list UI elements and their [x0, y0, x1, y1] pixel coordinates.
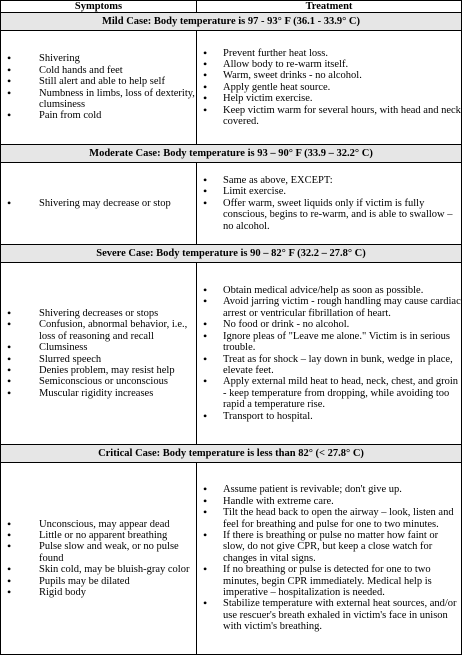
section-title-moderate: Moderate Case: Body temperature is 93 – 90° F (33.9 – 32.2° C)	[1, 145, 462, 163]
symptom-item: • Cold hands and feet	[1, 65, 196, 76]
treatment-item: • Ignore pleas of "Leave me alone." Victim is in serious trouble.	[197, 331, 461, 354]
symptom-item: • Unconscious, may appear dead	[1, 519, 196, 530]
treatment-list	[197, 285, 461, 422]
treatment-list	[197, 175, 461, 232]
treatment-item: • Allow body to re-warm itself.	[197, 59, 461, 70]
section-title-critical: Critical Case: Body temperature is less than 82° (< 27.8° C)	[1, 445, 462, 463]
treatment-item: • Apply gentle heat source.	[197, 82, 461, 93]
symptom-item: • Shivering decreases or stops	[1, 308, 196, 319]
symptom-item: • Shivering may decrease or stop	[1, 198, 196, 209]
symptom-list	[1, 519, 196, 599]
symptoms-cell	[1, 163, 197, 245]
column-header-row	[1, 1, 462, 13]
section-title-row	[1, 245, 462, 263]
symptom-list	[1, 308, 196, 399]
section-title-row	[1, 445, 462, 463]
treatment-column-header: Treatment	[197, 1, 462, 13]
treatment-item: • Warm, sweet drinks - no alcohol.	[197, 70, 461, 81]
symptom-list	[1, 53, 196, 121]
symptom-item: • Skin cold, may be bluish-gray color	[1, 564, 196, 575]
treatment-cell	[197, 263, 462, 445]
treatment-item: • Apply external mild heat to head, neck, chest, and groin - keep temperature from dropping, while avoiding too rapid a temperature rise.	[197, 376, 461, 410]
symptom-item: • Pupils may be dilated	[1, 576, 196, 587]
treatment-item: • Limit exercise.	[197, 186, 461, 197]
symptom-list	[1, 198, 196, 209]
symptom-item: • Still alert and able to help self	[1, 76, 196, 87]
treatment-list	[197, 48, 461, 128]
symptom-item: • Shivering	[1, 53, 196, 64]
treatment-item: • Keep victim warm for several hours, with head and neck covered.	[197, 105, 461, 128]
treatment-item: • Prevent further heat loss.	[197, 48, 461, 59]
symptom-item: • Confusion, abnormal behavior, i.e., loss of reasoning and recall	[1, 319, 196, 342]
treatment-item: • Avoid jarring victim - rough handling may cause cardiac arrest or ventricular fibrillation of heart.	[197, 296, 461, 319]
symptom-item: • Slurred speech	[1, 354, 196, 365]
treatment-item: • Obtain medical advice/help as soon as possible.	[197, 285, 461, 296]
symptom-item: • Clumsiness	[1, 342, 196, 353]
treatment-item: • Assume patient is revivable; don't give up.	[197, 484, 461, 495]
section-content-row	[1, 463, 462, 655]
section-title-row	[1, 145, 462, 163]
section-title-mild: Mild Case: Body temperature is 97 - 93° F (36.1 - 33.9° C)	[1, 13, 462, 31]
section-title-severe: Severe Case: Body temperature is 90 – 82° F (32.2 – 27.8° C)	[1, 245, 462, 263]
treatment-item: • Stabilize temperature with external heat sources, and/or use rescuer's breath exhaled in victim's face in unison with victim's breathing.	[197, 598, 461, 632]
treatment-item: • If no breathing or pulse is detected for one to two minutes, begin CPR immediately. Medical help is imperative – hospitalization is needed.	[197, 564, 461, 598]
symptoms-column-header: Symptoms	[1, 1, 197, 13]
symptom-item: • Little or no apparent breathing	[1, 530, 196, 541]
symptom-item: • Pulse slow and weak, or no pulse found	[1, 541, 196, 564]
treatment-item: • Handle with extreme care.	[197, 496, 461, 507]
treatment-cell	[197, 31, 462, 145]
treatment-item: • Tilt the head back to open the airway – look, listen and feel for breathing and pulse for one to two minutes.	[197, 507, 461, 530]
symptom-item: • Semiconscious or unconscious	[1, 376, 196, 387]
symptom-item: • Numbness in limbs, loss of dexterity, clumsiness	[1, 88, 196, 111]
treatment-list	[197, 484, 461, 632]
treatment-item: • Transport to hospital.	[197, 411, 461, 422]
section-content-row	[1, 31, 462, 145]
treatment-item: • Offer warm, sweet liquids only if victim is fully conscious, begins to re-warm, and is able to swallow – no alcohol.	[197, 198, 461, 232]
treatment-cell	[197, 463, 462, 655]
symptom-item: • Denies problem, may resist help	[1, 365, 196, 376]
symptom-item: • Rigid body	[1, 587, 196, 598]
treatment-item: • Help victim exercise.	[197, 93, 461, 104]
section-content-row	[1, 163, 462, 245]
section-title-row	[1, 13, 462, 31]
table-body	[1, 13, 462, 655]
symptom-item: • Muscular rigidity increases	[1, 388, 196, 399]
symptoms-cell	[1, 31, 197, 145]
symptoms-cell	[1, 463, 197, 655]
treatment-item: • If there is breathing or pulse no matter how faint or slow, do not give CPR, but keep a close watch for changes in vital signs.	[197, 530, 461, 564]
symptom-item: • Pain from cold	[1, 110, 196, 121]
symptoms-cell	[1, 263, 197, 445]
treatment-item: • No food or drink - no alcohol.	[197, 319, 461, 330]
section-content-row	[1, 263, 462, 445]
treatment-item: • Same as above, EXCEPT:	[197, 175, 461, 186]
treatment-cell	[197, 163, 462, 245]
treatment-item: • Treat as for shock – lay down in bunk, wedge in place, elevate feet.	[197, 354, 461, 377]
